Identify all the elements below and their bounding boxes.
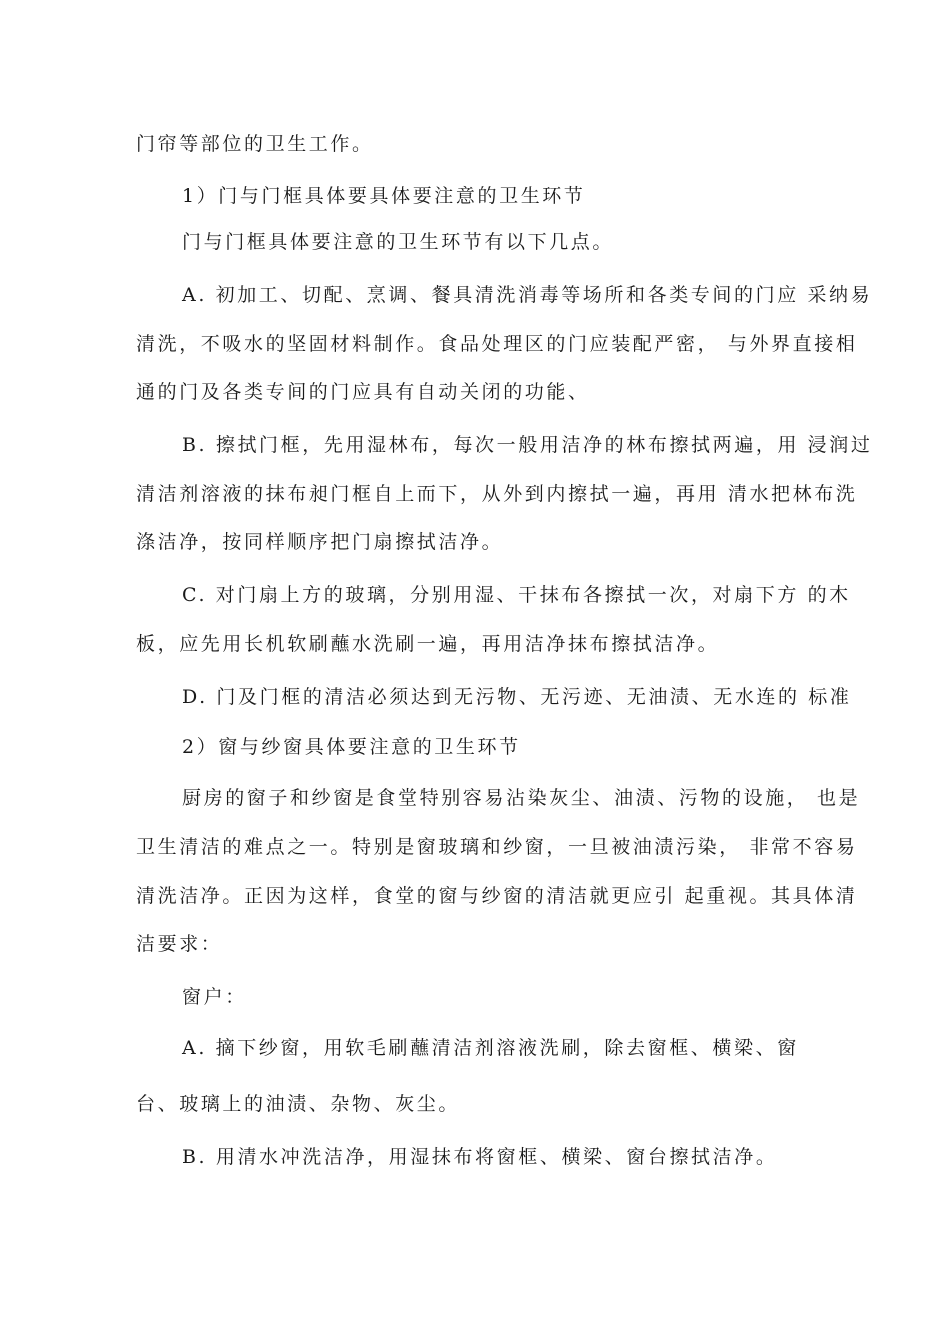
paragraph-line: A. 初加工、切配、烹调、餐具清洗消毒等场所和各类专间的门应 采纳易 [182,284,873,306]
paragraph-line: C. 对门扇上方的玻璃，分别用湿、干抹布各擦拭一次，对扇下方 的木 [182,584,851,606]
paragraph-line: B. 擦拭门框，先用湿林布，每次一般用洁净的林布擦拭两遍，用 浸润过 [182,434,873,456]
paragraph-line: 洁要求： [136,933,223,955]
paragraph-line: 涤洁净，按同样顺序把门扇擦拭洁净。 [136,531,504,553]
paragraph-line: 清洗洁净。正因为这样，食堂的窗与纱窗的清洁就更应引 起重视。其具体清 [136,885,858,907]
section-heading: 2）窗与纱窗具体要注意的卫生环节 [182,736,521,758]
paragraph-line: 台、玻璃上的油渍、杂物、灰尘。 [136,1093,461,1115]
paragraph-line: A. 摘下纱窗，用软毛刷蘸清洁剂溶液洗刷，除去窗框、横梁、窗 [182,1037,799,1059]
paragraph-line: B. 用清水冲洗洁净，用湿抹布将窗框、横梁、窗台擦拭洁净。 [182,1146,778,1168]
paragraph-line: 卫生清洁的难点之一。特别是窗玻璃和纱窗，一旦被油渍污染， 非常不容易 [136,836,858,858]
paragraph-line: 通的门及各类专间的门应具有自动关闭的功能、 [136,381,590,403]
paragraph-line: 板，应先用长机软刷蘸水洗刷一遍，再用洁净抹布擦拭洁净。 [136,633,720,655]
paragraph-line: 清洁剂溶液的抹布昶门框自上而下，从外到内擦拭一遍，再用 清水把林布洗 [136,483,858,505]
paragraph-line: 窗户： [182,986,247,1008]
paragraph-line: 门与门框具体要注意的卫生环节有以下几点。 [182,231,615,253]
paragraph-line: 门帘等部位的卫生工作。 [136,133,374,155]
paragraph-line: D. 门及门框的清洁必须达到无污物、无污迹、无油渍、无水连的 标准 [182,686,852,708]
section-heading: 1）门与门框具体要具体要注意的卫生环节 [182,185,586,207]
paragraph-line: 厨房的窗子和纱窗是食堂特别容易沾染灰尘、油渍、污物的设施， 也是 [182,787,861,809]
paragraph-line: 清洗，不吸水的坚固材料制作。食品处理区的门应装配严密， 与外界直接相 [136,333,858,355]
